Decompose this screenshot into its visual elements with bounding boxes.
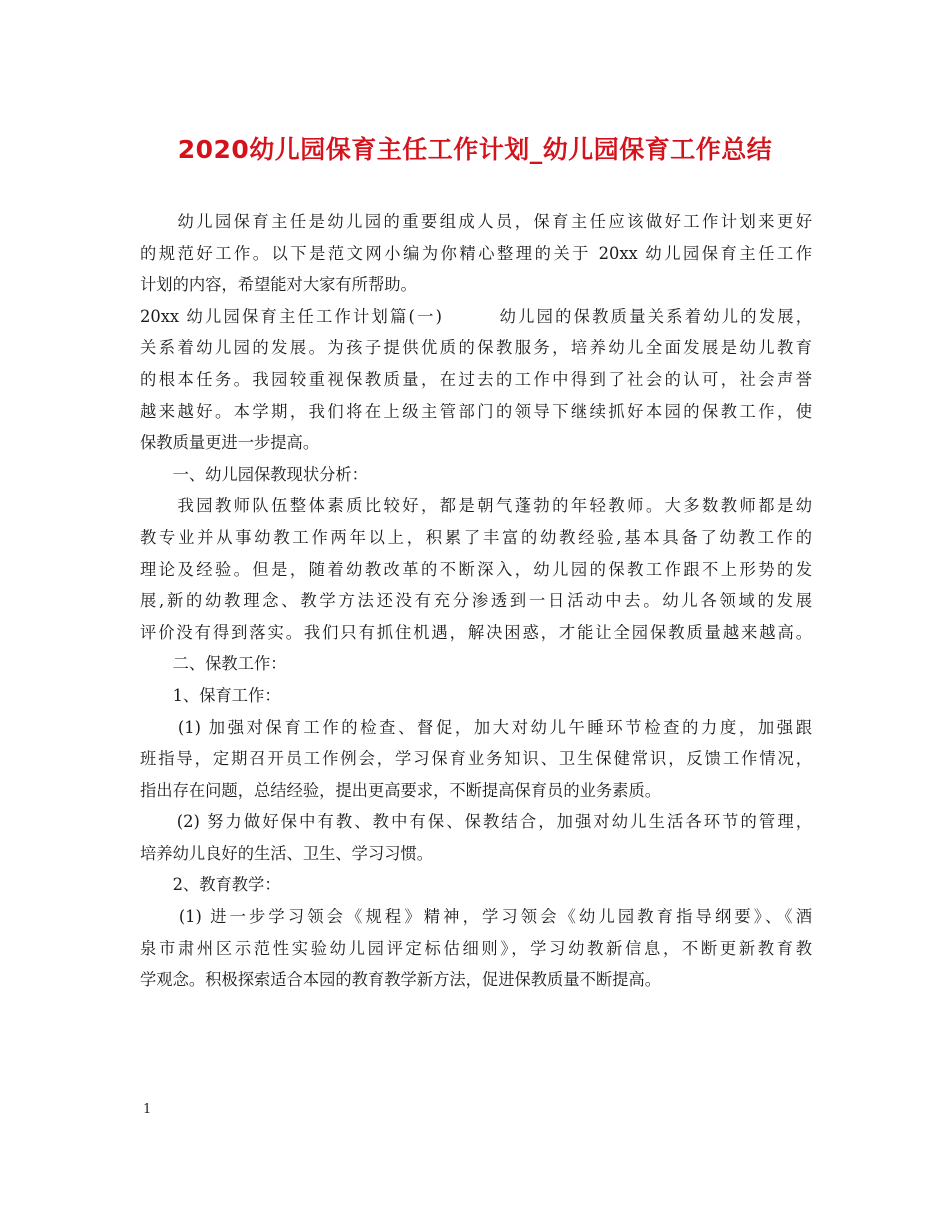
section-heading: 二、保教工作： — [140, 654, 287, 674]
body-line: 培养幼儿良好的生活、卫生、学习习惯。 — [140, 843, 434, 863]
section-heading: 一、幼儿园保教现状分析： — [140, 464, 368, 484]
body-line: 保教质量更进一步提高。 — [140, 433, 320, 453]
body-line: 学观念。积极探索适合本园的教育教学新方法，促进保教质量不断提高。 — [140, 970, 662, 990]
body-line: 计划的内容，希望能对大家有所帮助。 — [140, 275, 417, 295]
body-line: (1) 进一步学习领会《规程》精神，学习领会《幼儿园教育指导纲要》、《酒 — [140, 907, 812, 927]
document-title: 2020幼儿园保育主任工作计划_幼儿园保育工作总结 — [177, 135, 773, 164]
document-body — [140, 206, 812, 996]
body-line: (1) 加强对保育工作的检查、督促，加大对幼儿午睡环节检查的力度，加强跟 — [140, 717, 812, 737]
body-line: 我园教师队伍整体素质比较好，都是朝气蓬勃的年轻教师。大多数教师都是幼 — [140, 496, 812, 516]
body-line: 指出存在问题，总结经验，提出更高要求，不断提高保育员的业务素质。 — [140, 780, 662, 800]
body-line: 班指导，定期召开员工作例会，学习保育业务知识、卫生保健常识，反馈工作情况， — [140, 749, 812, 769]
body-line: 越来越好。本学期，我们将在上级主管部门的领导下继续抓好本园的保教工作，使 — [140, 401, 812, 421]
body-line: 展,新的幼教理念、教学方法还没有充分渗透到一日活动中去。幼儿各领域的发展 — [140, 591, 812, 611]
subsection-heading: 2、教育教学： — [140, 875, 281, 895]
body-line: 理论及经验。但是，随着幼教改革的不断深入，幼儿园的保教工作跟不上形势的发 — [140, 559, 812, 579]
body-line: 关系着幼儿园的发展。为孩子提供优质的保教服务，培养幼儿全面发展是幼儿教育 — [140, 338, 812, 358]
body-line: (2) 努力做好保中有教、教中有保、保教结合，加强对幼儿生活各环节的管理， — [140, 812, 812, 832]
body-line: 评价没有得到落实。我们只有抓住机遇，解决困惑，才能让全园保教质量越来越高。 — [140, 622, 812, 642]
page-number: 1 — [143, 1102, 152, 1117]
subsection-heading: 1、保育工作： — [140, 685, 281, 705]
body-line: 泉市肃州区示范性实验幼儿园评定标估细则》，学习幼教新信息，不断更新教育教 — [140, 938, 812, 958]
body-line: 的规范好工作。以下是范文网小编为你精心整理的关于 20xx 幼儿园保育主任工作 — [140, 243, 812, 263]
body-line: 20xx 幼儿园保育主任工作计划篇(一) 幼儿园的保教质量关系着幼儿的发展， — [140, 306, 812, 326]
body-line: 幼儿园保育主任是幼儿园的重要组成人员，保育主任应该做好工作计划来更好 — [140, 212, 812, 231]
body-line: 教专业并从事幼教工作两年以上，积累了丰富的幼教经验,基本具备了幼教工作的 — [140, 527, 812, 547]
body-line: 的根本任务。我园较重视保教质量，在过去的工作中得到了社会的认可，社会声誉 — [140, 369, 812, 389]
